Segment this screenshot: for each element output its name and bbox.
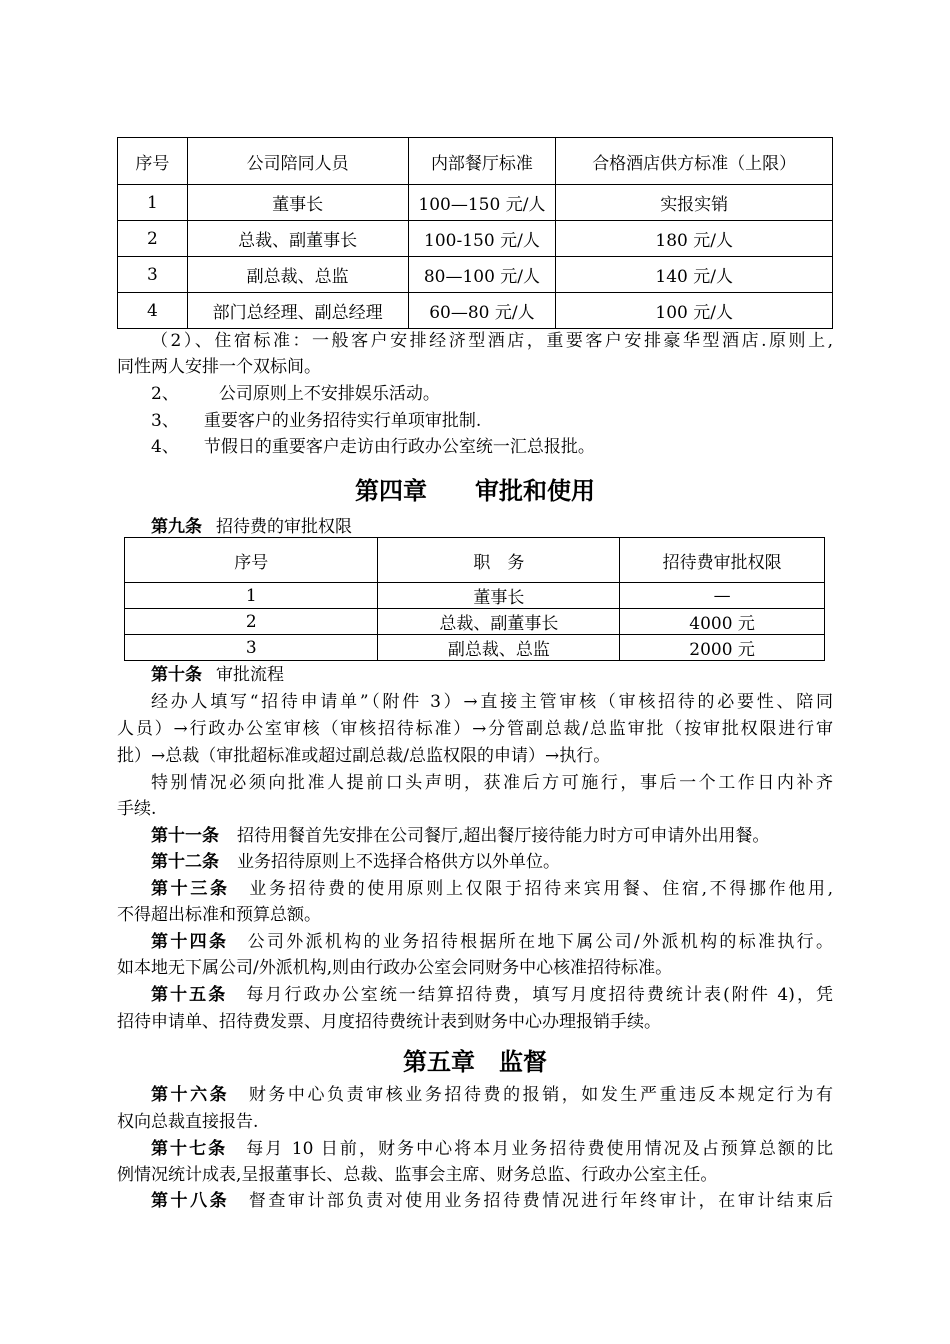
chapter-5-heading: 第五章 监督 xyxy=(403,1047,547,1076)
table-cell: 60—80 元/人 xyxy=(408,293,556,329)
table-cell: 总裁、副董事长 xyxy=(187,221,408,257)
table-row xyxy=(118,257,833,293)
special-case-line-2: 手续. xyxy=(117,799,157,819)
table-cell: 副总裁、总监 xyxy=(378,635,620,661)
table-cell: 总裁、副董事长 xyxy=(378,609,620,635)
lodging-line-2: 同性两人安排一个双标间。 xyxy=(117,357,321,377)
list-item xyxy=(151,435,595,459)
article-text: 每月行政办公室统一结算招待费，填写月度招待费统计表(附件 4)，凭 xyxy=(246,985,834,1005)
table-cell: 2 xyxy=(125,609,378,635)
table-header-cell: 内部餐厅标准 xyxy=(408,138,556,185)
article-15 xyxy=(151,983,833,1007)
article-14-continued: 如本地无下属公司/外派机构,则由行政办公室会同财务中心核准招待标准。 xyxy=(117,958,673,978)
list-item xyxy=(151,409,481,433)
table-cell: 1 xyxy=(118,185,188,221)
table-cell: 副总裁、总监 xyxy=(187,257,408,293)
article-label: 第十条 xyxy=(151,665,202,685)
table-row xyxy=(125,609,825,635)
article-text: 财务中心负责审核业务招待费的报销，如发生严重违反本规定行为有 xyxy=(248,1085,834,1105)
article-label: 第十六条 xyxy=(151,1085,230,1105)
table-header-cell: 序号 xyxy=(125,538,378,583)
table-row xyxy=(125,635,825,661)
article-9 xyxy=(151,515,352,539)
article-text: 业务招待原则上不选择合格供方以外单位。 xyxy=(237,852,560,872)
article-12 xyxy=(151,850,560,874)
article-text: 招待用餐首先安排在公司餐厅,超出餐厅接待能力时方可申请外出用餐。 xyxy=(237,826,770,846)
reception-standard-table xyxy=(117,137,833,329)
special-case-line-1: 特别情况必须向批准人提前口头声明，获准后方可施行，事后一个工作日内补齐 xyxy=(151,773,833,793)
article-13-continued: 不得超出标准和预算总额。 xyxy=(117,905,321,925)
list-item-number: 3、 xyxy=(151,411,179,431)
table-cell: 100-150 元/人 xyxy=(408,221,556,257)
table-cell: 140 元/人 xyxy=(556,257,833,293)
article-text: 督查审计部负责对使用业务招待费情况进行年终审计，在审计结束后 xyxy=(248,1191,834,1211)
approval-flow-line-1: 经办人填写“招待申请单”（附件 3）→直接主管审核（审核招待的必要性、陪同 xyxy=(151,692,833,712)
article-label: 第十五条 xyxy=(151,985,228,1005)
table-cell: 2 xyxy=(118,221,188,257)
article-text: 招待费的审批权限 xyxy=(216,517,352,537)
table-cell: 董事长 xyxy=(187,185,408,221)
table-cell: 100—150 元/人 xyxy=(408,185,556,221)
chapter-4-heading: 第四章 审批和使用 xyxy=(355,476,595,505)
article-11 xyxy=(151,824,769,848)
article-16 xyxy=(151,1083,833,1107)
table-header-cell: 序号 xyxy=(118,138,188,185)
article-label: 第十八条 xyxy=(151,1191,230,1211)
table-header-cell: 公司陪同人员 xyxy=(187,138,408,185)
article-text: 每月 10 日前，财务中心将本月业务招待费使用情况及占预算总额的比 xyxy=(246,1139,833,1159)
list-item xyxy=(151,382,440,406)
table-cell: — xyxy=(620,583,825,609)
lodging-line-1: （2）、住宿标准：一般客户安排经济型酒店，重要客户安排豪华型酒店.原则上, xyxy=(151,331,833,351)
table-header-row xyxy=(118,138,833,185)
article-text: 公司外派机构的业务招待根据所在地下属公司/外派机构的标准执行。 xyxy=(247,932,834,952)
table-cell: 董事长 xyxy=(378,583,620,609)
article-label: 第十一条 xyxy=(151,826,219,846)
table-cell: 80—100 元/人 xyxy=(408,257,556,293)
article-10 xyxy=(151,663,284,687)
table-row xyxy=(125,583,825,609)
table-cell: 4 xyxy=(118,293,188,329)
article-15-continued: 招待申请单、招待费发票、月度招待费统计表到财务中心办理报销手续。 xyxy=(117,1012,661,1032)
article-13 xyxy=(151,877,833,901)
table-cell: 实报实销 xyxy=(556,185,833,221)
table-header-cell: 合格酒店供方标准（上限） xyxy=(556,138,833,185)
article-label: 第十三条 xyxy=(151,879,230,899)
table-cell: 部门总经理、副总经理 xyxy=(187,293,408,329)
table-cell: 4000 元 xyxy=(620,609,825,635)
approval-flow-line-2: 人员）→行政办公室审核（审核招待标准）→分管副总裁/总监审批（按审批权限进行审 xyxy=(117,719,833,739)
approval-flow-line-3: 批）→总裁（审批超标准或超过副总裁/总监权限的申请）→执行。 xyxy=(117,746,611,766)
table-header-cell: 招待费审批权限 xyxy=(620,538,825,583)
table-header-row xyxy=(125,538,825,583)
list-item-text: 公司原则上不安排娱乐活动。 xyxy=(218,384,440,404)
approval-authority-table xyxy=(124,537,825,661)
list-item-number: 2、 xyxy=(151,384,179,404)
table-row xyxy=(118,293,833,329)
article-text: 业务招待费的使用原则上仅限于招待来宾用餐、住宿,不得挪作他用, xyxy=(249,879,834,899)
lodging-standard-paragraph xyxy=(117,329,833,353)
article-label: 第十七条 xyxy=(151,1139,228,1159)
table-cell: 1 xyxy=(125,583,378,609)
table-header-cell: 职 务 xyxy=(378,538,620,583)
article-17-continued: 例情况统计成表,呈报董事长、总裁、监事会主席、财务总监、行政办公室主任。 xyxy=(117,1165,718,1185)
article-text: 审批流程 xyxy=(216,665,284,685)
table-row xyxy=(118,185,833,221)
article-14 xyxy=(151,930,833,954)
table-cell: 100 元/人 xyxy=(556,293,833,329)
article-label: 第十二条 xyxy=(151,852,219,872)
list-item-text: 重要客户的业务招待实行单项审批制. xyxy=(203,411,482,431)
list-item-number: 4、 xyxy=(151,437,179,457)
table-cell: 180 元/人 xyxy=(556,221,833,257)
list-item-text: 节假日的重要客户走访由行政办公室统一汇总报批。 xyxy=(203,437,595,457)
table-row xyxy=(118,221,833,257)
article-17 xyxy=(151,1137,833,1161)
table-cell: 3 xyxy=(118,257,188,293)
article-label: 第十四条 xyxy=(151,932,229,952)
table-cell: 2000 元 xyxy=(620,635,825,661)
article-18 xyxy=(151,1189,833,1213)
table-cell: 3 xyxy=(125,635,378,661)
article-label: 第九条 xyxy=(151,517,202,537)
article-16-continued: 权向总裁直接报告. xyxy=(117,1112,259,1132)
